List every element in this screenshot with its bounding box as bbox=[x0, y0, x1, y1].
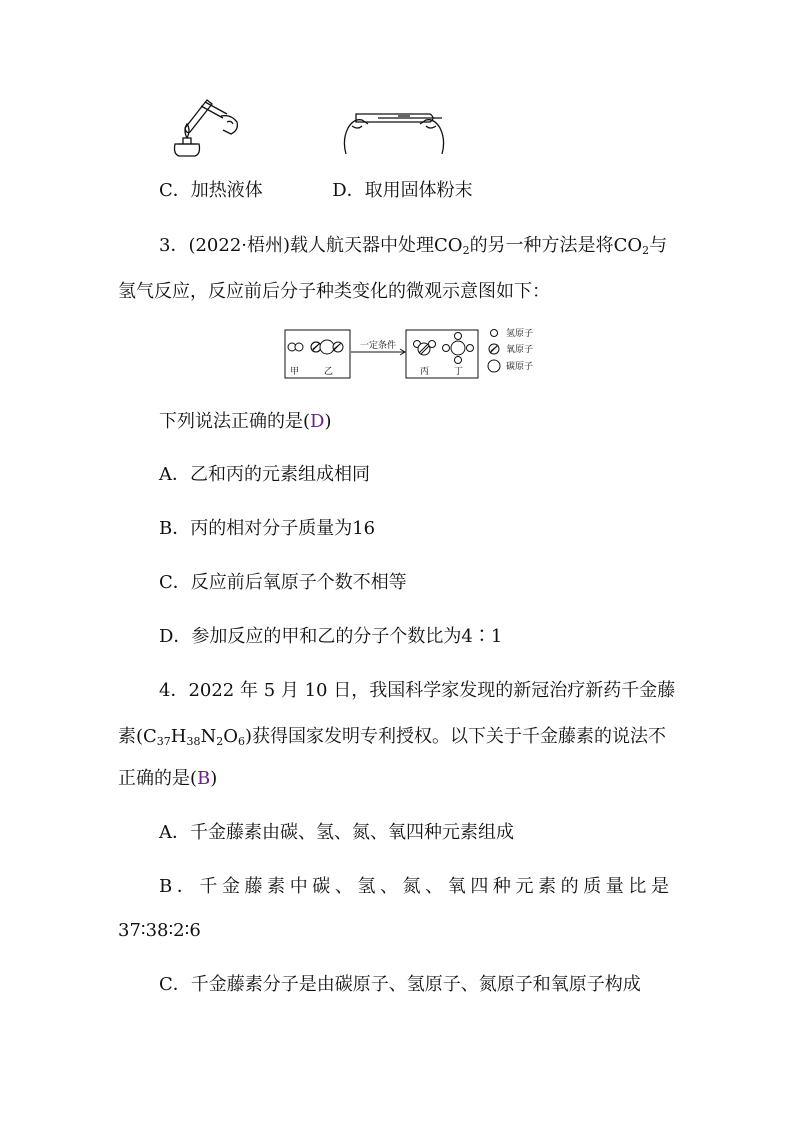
option-b-char: 质 bbox=[583, 876, 602, 897]
q4-option-b-line2: 37∶38∶2∶6 bbox=[118, 920, 201, 941]
option-b-char: 、 bbox=[380, 876, 399, 897]
ding-label: 丁 bbox=[454, 367, 464, 377]
legend-hydrogen: 氢原子 bbox=[506, 329, 534, 339]
option-b-char: 碳 bbox=[312, 876, 331, 897]
option-b-char: 、 bbox=[425, 876, 444, 897]
option-b-char: ． bbox=[176, 876, 195, 897]
legend-carbon: 碳原子 bbox=[506, 362, 534, 372]
heating-liquid-figure bbox=[165, 92, 245, 160]
option-b-char: 种 bbox=[492, 876, 511, 897]
q3-option-b: B．丙的相对分子质量为16 bbox=[159, 518, 376, 539]
option-b-char: 素 bbox=[538, 876, 557, 897]
bing-label: 丙 bbox=[420, 367, 430, 377]
option-b-char: 、 bbox=[334, 876, 353, 897]
apparatus-labels bbox=[159, 178, 473, 204]
option-d-powder-label: D．取用固体粉末 bbox=[332, 180, 473, 201]
q4-answer: B bbox=[197, 768, 211, 789]
q3-stem-line2: 氢气反应，反应前后分子种类变化的微观示意图如下： bbox=[118, 281, 550, 302]
condition-label: 一定条件 bbox=[360, 341, 397, 351]
q3-prompt: 下列说法正确的是(D) bbox=[159, 411, 332, 432]
q3-option-c: C．反应前后氧原子个数不相等 bbox=[159, 572, 407, 593]
option-b-char: 氮 bbox=[402, 876, 421, 897]
option-c-heating-label: C．加热液体 bbox=[159, 180, 263, 201]
option-b-char: 素 bbox=[267, 876, 286, 897]
option-b-char: 比 bbox=[628, 876, 647, 897]
option-b-char: 的 bbox=[560, 876, 579, 897]
option-b-char: 量 bbox=[605, 876, 624, 897]
jia-molecule bbox=[288, 343, 303, 351]
bing-molecule bbox=[414, 341, 436, 356]
yi-molecule bbox=[311, 340, 343, 354]
option-b-char: 中 bbox=[289, 876, 308, 897]
q4-option-c: C．千金藤素分子是由碳原子、氢原子、氮原子和氧原子构成 bbox=[159, 974, 641, 995]
legend-oxygen: 氧原子 bbox=[506, 345, 534, 355]
q4-option-a: A．千金藤素由碳、氢、氮、氧四种元素组成 bbox=[159, 822, 514, 843]
option-b-char: 氧 bbox=[447, 876, 466, 897]
q3-stem-line1: 3．(2022·梧州)载人航天器中处理$CO_2$的另一种方法是将$CO_2$与 bbox=[159, 235, 668, 257]
option-b-char: 元 bbox=[515, 876, 534, 897]
ding-molecule bbox=[443, 333, 474, 364]
q4-stem-line2: 素$(C_{37}H_{38}N_2O_6)$获得国家发明专利授权。以下关于千金藤素的说法不 bbox=[118, 726, 667, 748]
q3-option-d: D．参加反应的甲和乙的分子个数比为4∶1 bbox=[159, 626, 503, 647]
taking-powder-figure bbox=[338, 104, 450, 156]
q4-stem-line3: 正确的是(B) bbox=[118, 768, 218, 789]
option-b-char: 金 bbox=[221, 876, 240, 897]
option-b-char: B bbox=[159, 876, 173, 897]
option-b-char: 是 bbox=[650, 876, 669, 897]
q3-option-a: A．乙和丙的元素组成相同 bbox=[159, 464, 370, 485]
option-b-char: 千 bbox=[199, 876, 218, 897]
jia-label: 甲 bbox=[290, 367, 300, 377]
option-b-char: 藤 bbox=[244, 876, 263, 897]
q4-stem-line1: 4．2022 年 5 月 10 日，我国科学家发现的新冠治疗新药千金藤 bbox=[159, 680, 676, 701]
q3-answer: D bbox=[310, 411, 325, 432]
q4-option-b-line1 bbox=[159, 874, 669, 900]
option-b-char: 氢 bbox=[357, 876, 376, 897]
yi-label: 乙 bbox=[324, 367, 334, 377]
option-b-char: 四 bbox=[470, 876, 489, 897]
reaction-diagram bbox=[284, 322, 554, 382]
